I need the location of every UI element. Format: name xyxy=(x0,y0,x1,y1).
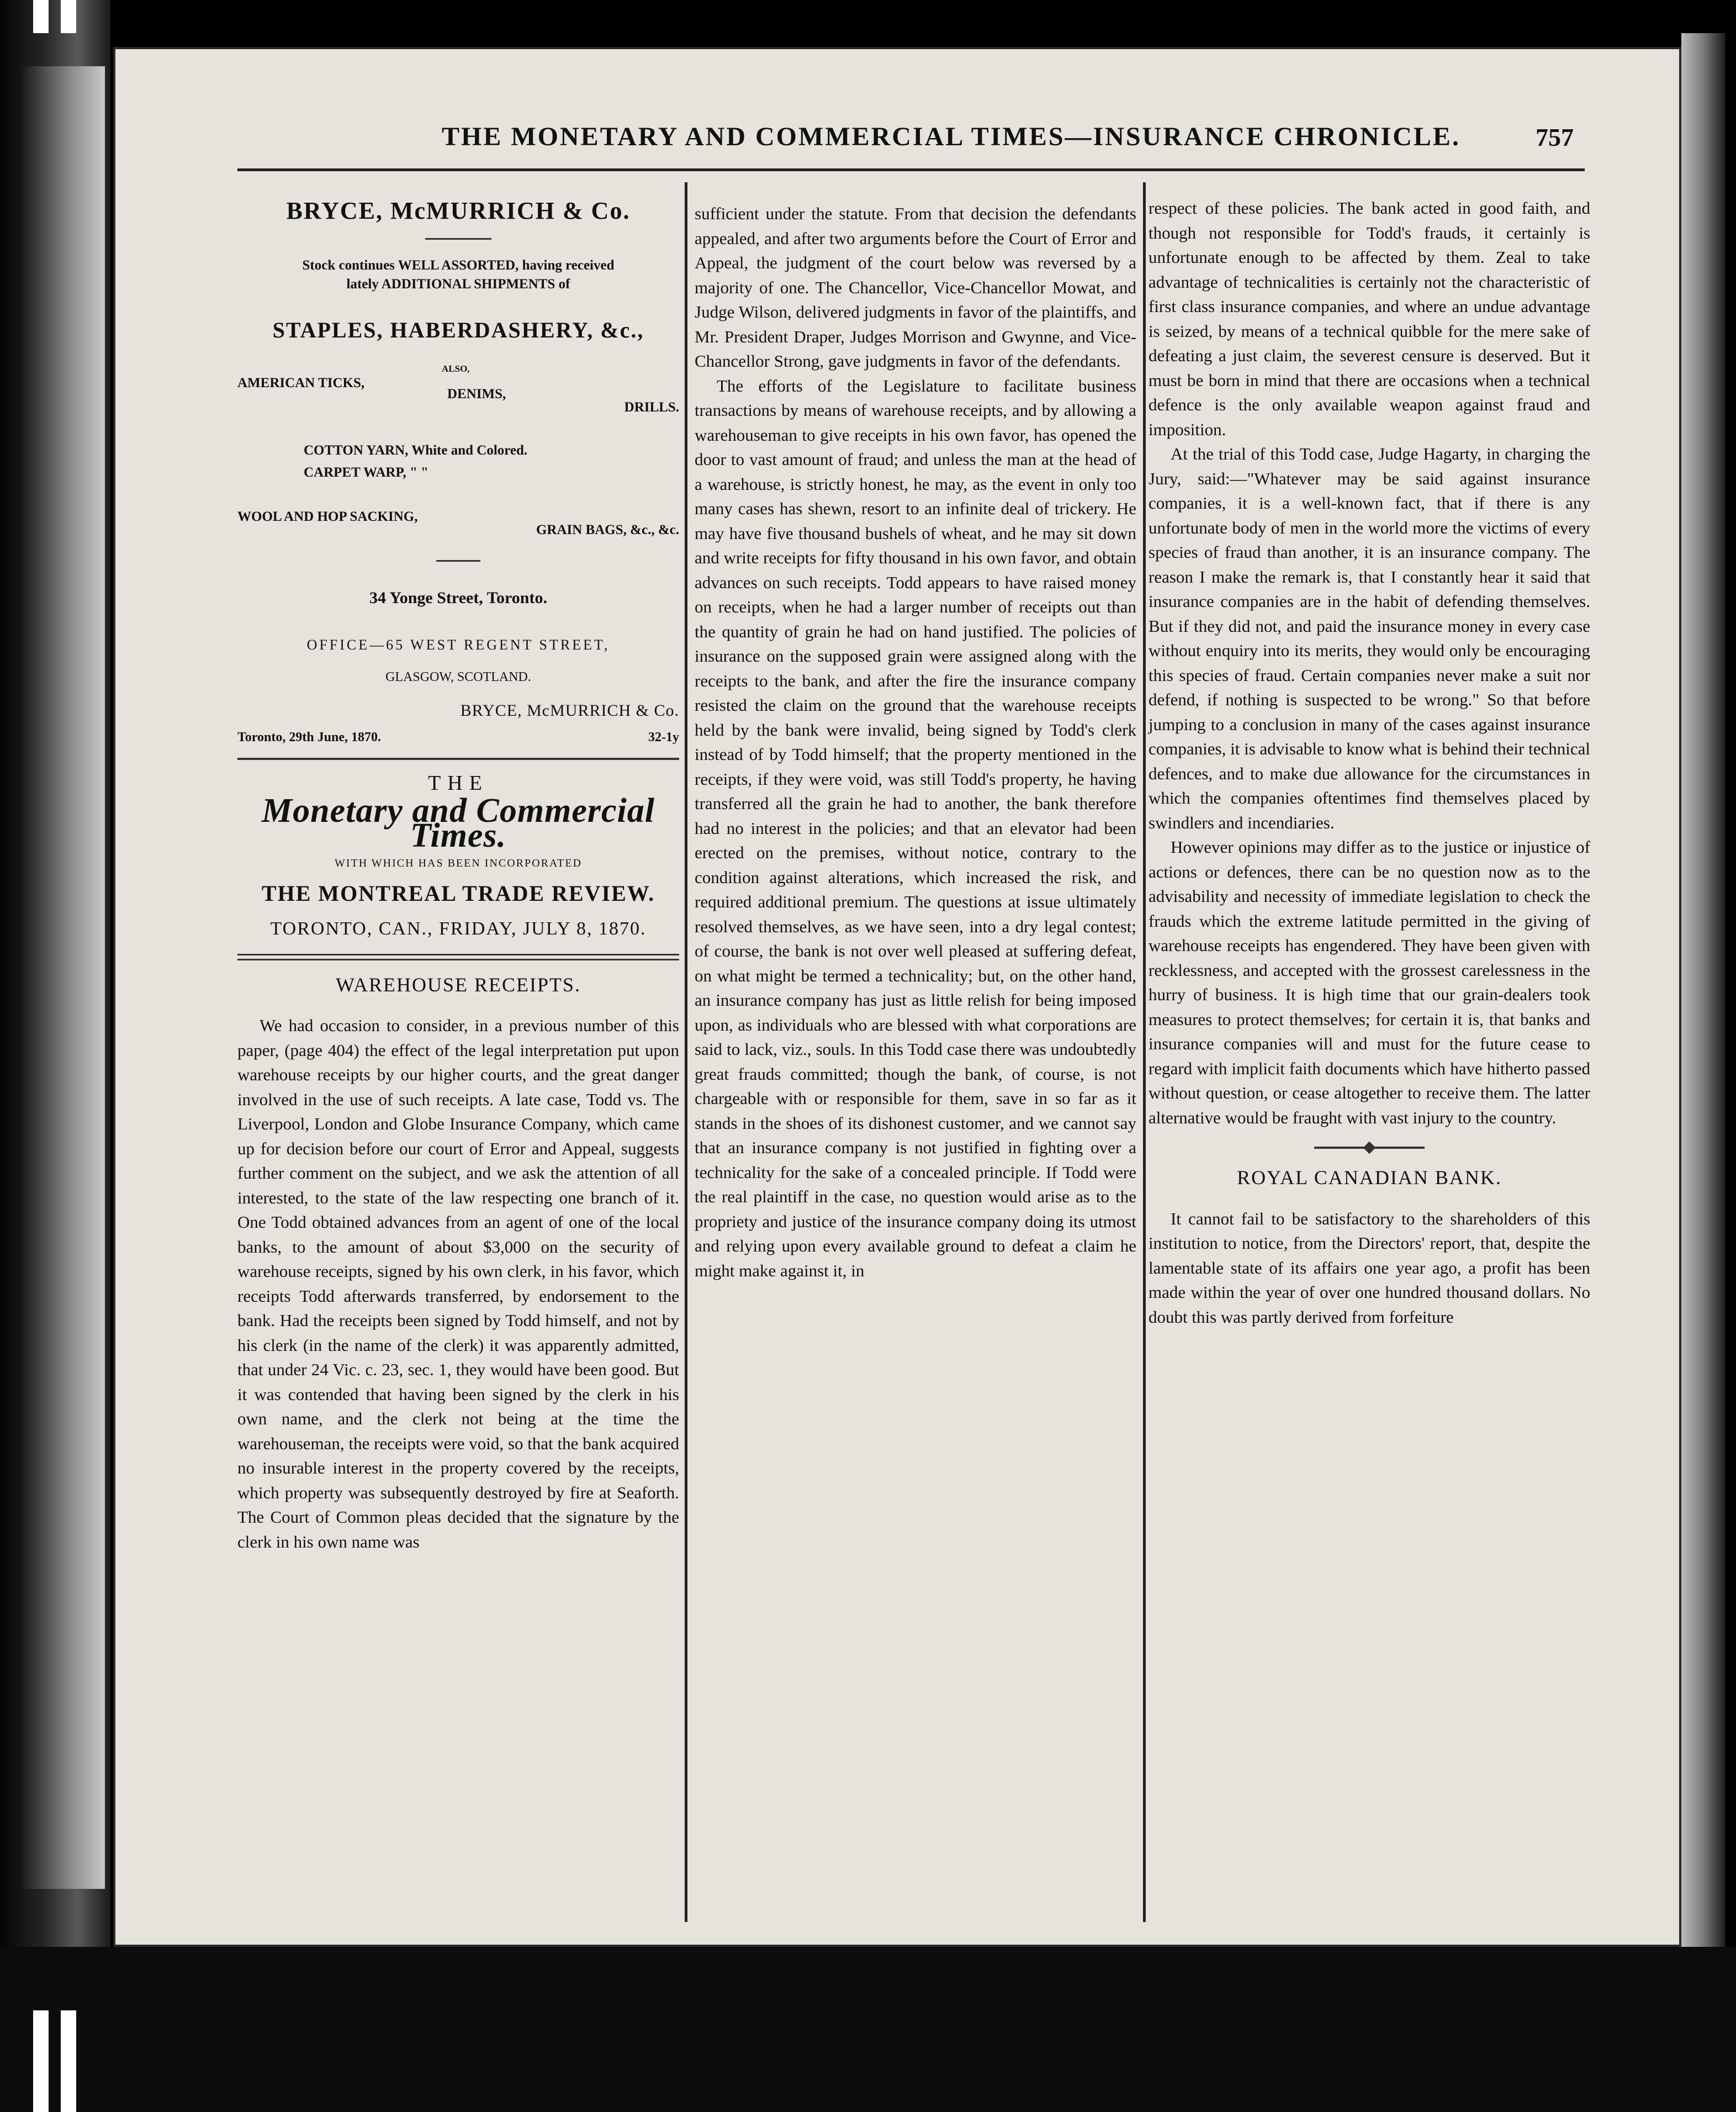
column-rule xyxy=(1143,182,1146,1922)
ad-stock-line: Stock continues WELL ASSORTED, having received xyxy=(302,257,615,273)
article-paragraph: respect of these policies. The bank acted in good faith, and though not responsible for Todd's frauds, it certainly is unfortunate enough to be affected by them. Zeal to take advantage of technicalities is certainly not the characteristic of first class insurance companies, and where an undue advantage is seized, by means of a technical quibble for the mere sake of defeating a just claim, the severest censure is deserved. But it must be born in mind that there are occasions when a technical defence is the only available weapon against fraud and imposition. xyxy=(1148,198,1590,439)
double-rule xyxy=(237,954,679,960)
page-number: 757 xyxy=(1536,123,1574,151)
ad-cotton: COTTON YARN, White and Colored. xyxy=(304,443,528,458)
ad-stock-line: lately ADDITIONAL SHIPMENTS of xyxy=(346,276,570,292)
ad-also: ALSO, xyxy=(442,363,470,374)
ad-goods-row xyxy=(237,505,679,555)
ad-firm-name: BRYCE, McMURRICH & Co. xyxy=(286,197,631,224)
article-heading: ROYAL CANADIAN BANK. xyxy=(1237,1166,1502,1189)
ad-grain: GRAIN BAGS, &c., &c. xyxy=(536,522,679,537)
film-mark xyxy=(61,0,76,33)
ad-wool: WOOL AND HOP SACKING, xyxy=(237,509,418,524)
masthead-name: Monetary and Commercial Times. xyxy=(262,792,655,854)
ad-ticks: AMERICAN TICKS, xyxy=(237,376,365,390)
article-paragraph: However opinions may differ as to the justice or injustice of actions or defences, there can be no question now as to the advisability and necessity of immediate legislation to check the frauds which the extreme latitude permitted in the giving of warehouse receipts has engendered. They have been given with recklessness, and accepted with the grossest carelessness in the hurry of business. It is high time that our grain-dealers took measures to protect themselves; for certain it is, that banks and insurance companies will and must for the future cease to regard with implicit faith documents which have hitherto passed without question, or cease altogether to receive them. The latter alternative would be fraught with vast injury to the country. xyxy=(1148,837,1590,1127)
ad-goods-row xyxy=(237,461,679,505)
ad-glasgow: GLASGOW, SCOTLAND. xyxy=(385,670,531,684)
running-header xyxy=(260,102,1574,152)
ad-rule xyxy=(425,238,491,240)
column-1 xyxy=(237,193,679,1554)
column-3 xyxy=(1148,196,1590,1329)
ad-office: OFFICE—65 WEST REGENT STREET, xyxy=(306,636,610,653)
ad-goods-row xyxy=(237,439,679,461)
ad-dateline xyxy=(237,725,679,750)
section-rule xyxy=(237,758,679,760)
article-paragraph: sufficient under the statute. From that decision the defendants appealed, and after two arguments before the Court of Error and Appeal, the judgment of the court below was reversed by a majority of one. The Chancellor, Vice-Chancellor Mowat, and Judge Wilson, delivered judgments in favor of the plaintiffs, and Mr. President Draper, Judges Morrison and Gwynne, and Vice-Chancellor Strong, gave judgments in favor of the defendants. xyxy=(695,204,1136,371)
masthead xyxy=(237,771,679,942)
masthead-incorporated: WITH WHICH HAS BEEN INCORPORATED xyxy=(334,857,583,869)
masthead-date: TORONTO, CAN., FRIDAY, JULY 8, 1870. xyxy=(270,918,647,939)
ad-goods-row xyxy=(237,357,679,415)
masthead-the: THE xyxy=(428,771,489,795)
ad-drills: DRILLS. xyxy=(624,400,679,415)
article-paragraph: The efforts of the Legislature to facilitate business transactions by means of warehouse receipts, and by allowing a warehouseman to give receipts in his own favor, has opened the door to vast amount of fraud; and unless the man at the head of a warehouse, is strictly honest, he may, as the event in only too many cases has shewn, resort to an infinite deal of trickery. He may have five thousand bushels of wheat, and he may sit down and write receipts for fifty thousand in his own favor, and obtain advances on such receipts. Todd appears to have raised money on receipts, when he had a larger number of receipts out than the quantity of grain he had on hand justified. The policies of insurance on the supposed grain were assigned along with the receipts to the bank, and after the fire the insurance company resisted the claim on the ground that the warehouse receipts held by the bank were invalid, being signed by Todd's clerk instead of by Todd himself; that the property mentioned in the receipts, if they were void, was still Todd's property, he having transferred all the grain he had to another, the bank therefore had no interest in the policies; and that an elevator had been erected on the premises, without notice, contrary to the condition against alterations, which increased the risk, and required additional premium. The questions at issue ultimately resolved themselves, as we have seen, into a dry legal contest; of course, the bank is not over well pleased at suffering defeat, on what might be termed a technicality; but, on the other hand, an insurance company has just as little relish for being imposed upon, as individuals who are blessed with what corporations are said to lack, viz., souls. In this Todd case there was undoubtedly great frauds committed; though the bank, of course, is not chargeable with or responsible for them, save in so far as it stands in the shoes of its dishonest customer, and we cannot say that an insurance company is not justified in fighting over a technicality for the sake of a concealed principle. If Todd were the real plaintiff in the case, no question would arise as to the propriety and justice of the insurance company doing its utmost and relying upon every available ground to defeat a claim he might make against it, in xyxy=(695,376,1136,1280)
publication-title: THE MONETARY AND COMMERCIAL TIMES—INSURANCE CHRONICLE. xyxy=(442,122,1460,151)
article-paragraph: We had occasion to consider, in a previous number of this paper, (page 404) the effect of the legal interpretation put upon warehouse receipts by our higher courts, and the great danger involved in the use of such receipts. A late case, Todd vs. The Liverpool, London and Globe Insurance Company, which came up for decision before our court of Error and Appeal, suggests further comment on the subject, and we ask the attention of all interested, to the state of the law respecting one branch of it. One Todd obtained advances from an agent of one of the local banks, to the amount of about $3,000 on the security of warehouse receipts, signed by his own clerk, in his favor, which receipts Todd afterwards transferred, by endorsement to the bank. Had the receipts been signed by Todd himself, and not by his clerk (in the name of the clerk) it was apparently admitted, that under 24 Vic. c. 23, sec. 1, they would have been good. But it was contended that having been signed by the clerk in his own name, and the clerk not being at the time the warehouseman, the receipts were void, so that the bank acquired no insurable interest in the property covered by the receipts, which property was subsequently destroyed by fire at Seaforth. The Court of Common pleas decided that the signature by the clerk in his own name was xyxy=(237,1016,679,1551)
column-rule xyxy=(685,182,687,1922)
masthead-review: THE MONTREAL TRADE REVIEW. xyxy=(261,880,655,906)
page-stack-edge xyxy=(1681,33,1726,1966)
film-mark xyxy=(33,2010,49,2112)
header-rule xyxy=(237,168,1585,171)
film-mark xyxy=(33,0,49,33)
article-paragraph: At the trial of this Todd case, Judge Hagarty, in charging the Jury, said:—"Whatever may be said against insurance companies, it is a well-known fact, that if there is any unfortunate body of men in the world more the victims of every species of fraud than another, it is an insurance company. The reason I make the remark is, that I constantly hear it said that insurance companies are in the habit of defending themselves. But if they did not, and paid the insurance money in every case without enquiry into its merits, they would only be encouraging this species of fraud. Certain companies never make a suit nor defend, if nothing is suspected to be wrong." So that before jumping to a conclusion in many of the cases against insurance companies, it is advisable to know what is behind their technical defences, and to make due allowance for the circumstances in which the companies oftentimes find themselves placed by swindlers and incendiaries. xyxy=(1148,444,1590,832)
ad-rule xyxy=(436,560,480,562)
ad-staples: STAPLES, HABERDASHERY, &c., xyxy=(272,317,644,342)
article-paragraph: It cannot fail to be satisfactory to the shareholders of this institution to notice, from the Directors' report, that, despite the lamentable state of its affairs one year ago, a profit has been made within the year of over one hundred thousand dollars. No doubt this was partly derived from forfeiture xyxy=(1148,1208,1590,1327)
ad-address: 34 Yonge Street, Toronto. xyxy=(369,589,547,607)
article-heading: WAREHOUSE RECEIPTS. xyxy=(335,973,581,996)
ad-carpet: CARPET WARP, " " xyxy=(304,465,428,480)
ad-denims: DENIMS, xyxy=(447,387,506,402)
ad-code: 32-1y xyxy=(648,730,679,745)
film-mark xyxy=(61,2010,76,2112)
ad-signature: BRYCE, McMURRICH & Co. xyxy=(460,701,679,720)
advertisement xyxy=(237,199,679,750)
scan-background xyxy=(0,1947,1736,2112)
column-2 xyxy=(695,202,1136,1283)
facing-page-edge xyxy=(22,66,105,1889)
ad-date: Toronto, 29th June, 1870. xyxy=(237,730,382,745)
ornamental-rule xyxy=(1314,1147,1425,1149)
